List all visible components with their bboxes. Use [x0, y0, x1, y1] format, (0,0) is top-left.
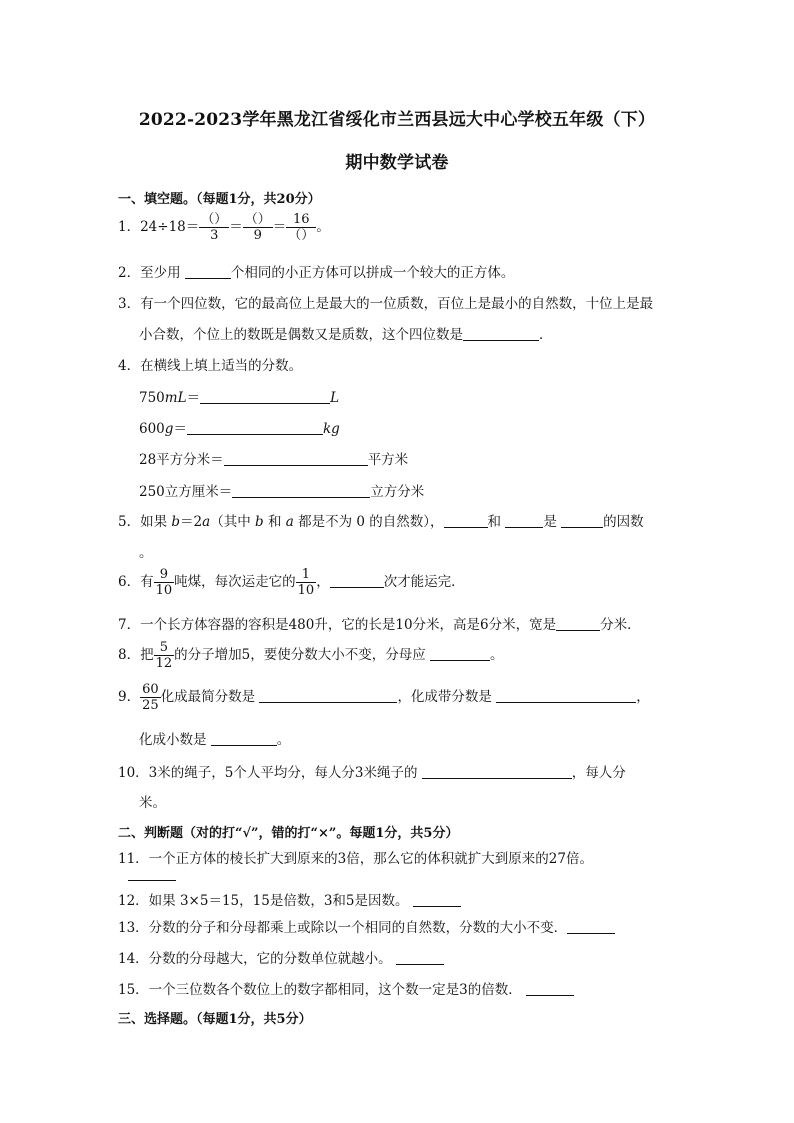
exam-title-line1: 2022-2023学年黑龙江省绥化市兰西县远大中心学校五年级（下） — [138, 110, 656, 130]
question-9-line2: 化成小数是 。 — [139, 732, 291, 748]
question-5: 5．如果 b＝2a（其中 b 和 a 都是不为 0 的自然数）， 和 是 的因数 — [118, 514, 644, 530]
question-9: 9． $\frac{60}{25}$ 化成最简分数是 ，化成带分数是 ， — [118, 682, 650, 713]
q8-answer-blank[interactable] — [430, 646, 490, 661]
q10-answer-blank-1[interactable] — [422, 764, 572, 779]
q9-fraction: $\frac{60}{25}$ — [142, 682, 159, 713]
q1-fraction-2: $\frac{()}{9}$ — [244, 212, 271, 243]
question-2: 2．至少用 个相同的小正方体可以拼成一个较大的正方体。 — [118, 265, 515, 281]
q9-decimal-blank[interactable] — [211, 731, 277, 746]
question-15: 15．一个三位数各个数位上的数字都相同，这个数一定是3的倍数． — [118, 978, 574, 998]
q6-fraction-2: $\frac{1}{10}$ — [297, 567, 315, 598]
question-5-line2: 。 — [139, 545, 153, 561]
q6-fraction-1: $\frac{9}{10}$ — [155, 567, 173, 598]
q1-fraction-1: $\frac{()}{3}$ — [201, 212, 228, 243]
question-11-blank-row — [128, 866, 176, 883]
question-8: 8．把 $\frac{5}{12}$ 的分子增加5，要使分数大小不变，分母应 。 — [118, 640, 504, 671]
q4-row-2: 600g＝ kg — [139, 421, 340, 437]
q14-answer-blank[interactable] — [396, 950, 444, 965]
q7-answer-blank[interactable] — [556, 616, 600, 631]
q13-answer-blank[interactable] — [567, 919, 615, 934]
q4-row3-blank[interactable] — [224, 451, 368, 466]
q4-row-4: 250立方厘米＝ 立方分米 — [139, 484, 425, 500]
section-multiple-choice: 三、选择题。（每题1分，共5分） — [118, 1012, 312, 1027]
q4-row-3: 28平方分米＝ 平方米 — [139, 452, 409, 468]
question-7: 7．一个长方体容器的容积是480升，它的长是10分米，高是6分米，宽是 分米． — [118, 617, 641, 633]
q4-row2-blank[interactable] — [187, 420, 323, 435]
question-3-line1: 3．有一个四位数，它的最高位上是最大的一位质数，百位上是最小的自然数，十位上是最 — [118, 296, 654, 312]
q4-row1-blank[interactable] — [200, 389, 330, 404]
section-true-false: 二、判断题（对的打“√”，错的打“×”。每题1分，共5分） — [118, 826, 459, 841]
q1-fraction-3: $\frac{16}{()}$ — [288, 212, 315, 243]
q12-answer-blank[interactable] — [413, 892, 461, 907]
exam-title-line2: 期中数学试卷 — [345, 153, 449, 173]
q5-blank-1[interactable] — [444, 513, 488, 528]
q4-row4-blank[interactable] — [232, 483, 370, 498]
question-4: 4．在横线上填上适当的分数。 — [118, 358, 303, 374]
section-fill-in: 一、填空题。（每题1分，共20分） — [118, 192, 321, 207]
q5-blank-3[interactable] — [561, 513, 603, 528]
q3-answer-blank[interactable] — [463, 326, 539, 341]
q6-answer-blank[interactable] — [330, 573, 384, 588]
question-10-line2: 米。 — [139, 795, 166, 811]
question-6: 6．有 $\frac{9}{10}$ 吨煤，每次运走它的 $\frac{1}{10}$ ， 次才能运完． — [118, 567, 465, 598]
question-10: 10．3米的绳子，5个人平均分，每人分3米绳子的 ，每人分 — [118, 765, 626, 781]
q1-prefix: 1．24÷18＝ — [118, 219, 200, 235]
q9-simplest-blank[interactable] — [259, 688, 397, 703]
question-11: 11．一个正方体的棱长扩大到原来的3倍，那么它的体积就扩大到原来的27倍。 — [118, 851, 593, 867]
q4-row-1: 750mL＝ L — [139, 390, 340, 406]
question-3-line2: 小合数，个位上的数既是偶数又是质数，这个四位数是 ． — [139, 327, 553, 343]
q2-answer-blank[interactable] — [185, 264, 231, 279]
question-1: 1．24÷18＝ $\frac{()}{3}$ ＝ $\frac{()}{9}$ ＝ $\frac{16}{()}$ 。 — [118, 212, 330, 243]
q9-mixed-blank[interactable] — [496, 688, 636, 703]
q15-answer-blank[interactable] — [526, 981, 574, 996]
question-14: 14．分数的分母越大，它的分数单位就越小。 — [118, 947, 444, 967]
question-12: 12．如果 3×5＝15，15是倍数，3和5是因数。 — [118, 889, 461, 909]
q11-answer-blank[interactable] — [128, 866, 176, 881]
q5-blank-2[interactable] — [505, 513, 543, 528]
question-13: 13．分数的分子和分母都乘上或除以一个相同的自然数，分数的大小不变． — [118, 916, 615, 936]
q8-fraction: $\frac{5}{12}$ — [155, 640, 173, 671]
